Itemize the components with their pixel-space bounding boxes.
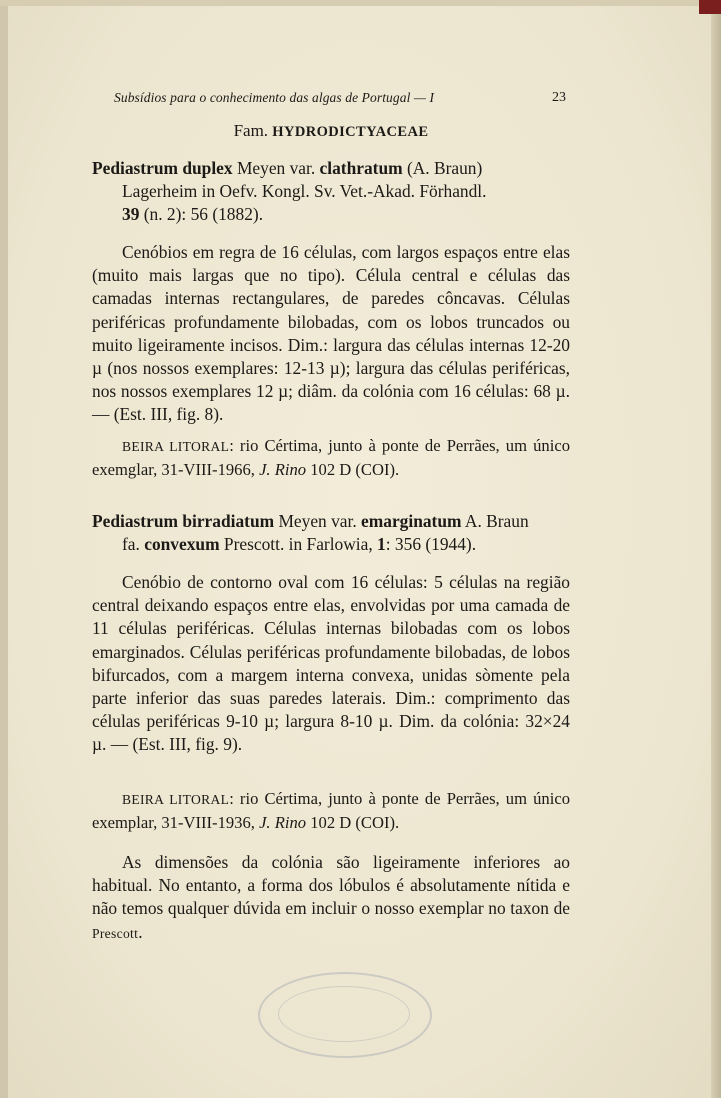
taxon-1-variety: clathratum: [319, 158, 403, 178]
page-edge-left: [0, 0, 8, 1098]
taxon-2-author: Meyen var.: [274, 511, 362, 531]
binding-tab: [699, 0, 721, 14]
page-number: 23: [552, 90, 566, 105]
taxon-2-region: BEIRA LITORAL: [122, 792, 230, 807]
family-name: HYDRODICTYACEAE: [272, 124, 429, 140]
taxon-2-citation: fa. convexum Prescott. in Farlowia, 1: 356 (1944).: [122, 534, 477, 555]
taxon-heading-1: [92, 157, 570, 227]
taxon-1-volume: 39: [122, 204, 140, 225]
page-edge-right: [711, 0, 721, 1098]
taxon-1-author: Meyen var.: [232, 158, 320, 178]
running-header: [114, 90, 570, 110]
family-heading: [92, 121, 570, 141]
taxon-2-collector: J. Rino: [259, 813, 307, 833]
taxon-2-forma: convexum: [144, 534, 220, 555]
taxon-1-collector: J. Rino: [259, 460, 307, 480]
running-title: Subsídios para o conhecimento das algas de Portugal — I: [114, 90, 435, 105]
taxon-2-locality: BEIRA LITORAL: rio Cértima, junto à ponte de Perrães, um único exemplar, 31-VIII-1936, J. Rino 102 D (COI).: [92, 789, 570, 833]
family-prefix: Fam.: [233, 121, 269, 140]
taxon-2-binomial: Pediastrum birradiatum: [92, 511, 275, 531]
taxon-1-description: Cenóbios em regra de 16 células, com largos espaços entre elas (muito mais largas que no tipo). Célula central e células das camadas internas rectangulares, de paredes côncavas. Células periféricas profundamente bilobadas, com os lobos truncados ou muito ligeiramente incisos. Dim.: largura das células internas 12-20 µ (nos nossos exemplares: 12-13 µ); largura das células periféricas, nos nossos exemplares 12 µ; diâm. da colónia com 16 células: 68 µ. — (Est. III, fig. 8).: [92, 242, 570, 425]
library-stamp: [258, 972, 432, 1058]
taxon-1-region: BEIRA LITORAL: [122, 439, 230, 454]
taxon-1-binomial: Pediastrum duplex: [92, 158, 233, 178]
taxon-1-citation: Lagerheim in Oefv. Kongl. Sv. Vet.-Akad. Förhandl. 39 (n. 2): 56 (1882).: [122, 181, 487, 225]
taxon-2-variety: emarginatum: [361, 511, 462, 531]
remark-author: Prescott: [92, 925, 139, 941]
library-stamp-inner: [278, 986, 410, 1042]
taxon-2-description: Cenóbio de contorno oval com 16 células: 5 células na região central deixando espaços entre elas, envolvidas por uma camada de 11 células periféricas. Células internas bilobadas com os lobos emarginados. Células periféricas profundamente bilobadas, de lobos bifurcados, com a margem interna convexa, unidas sòmente pela parte inferior das suas paredes laterais. Dim.: comprimento das células periféricas 9-10 µ; largura 8-10 µ. Dim. da colónia: 32×24 µ. — (Est. III, fig. 9).: [92, 572, 570, 755]
taxon-2-volume: 1: [377, 534, 386, 555]
taxon-1-author2: (A. Braun): [402, 158, 483, 178]
taxon-heading-2: Pediastrum birradiatum Meyen var. emarginatum A. Braun fa. convexum Prescott. in Farlowia, 1: 356 (1944).: [92, 510, 570, 556]
page-edge-top: [0, 0, 721, 6]
taxon-2-remark: As dimensões da colónia são ligeiramente inferiores ao habitual. No entanto, a forma dos lóbulos é absolutamente nítida e não temos qualquer dúvida em incluir o nosso exemplar no taxon de Prescott.: [92, 852, 570, 942]
taxon-1-locality: BEIRA LITORAL: rio Cértima, junto à ponte de Perrães, um único exemglar, 31-VIII-1966, J. Rino 102 D (COI).: [92, 436, 570, 480]
